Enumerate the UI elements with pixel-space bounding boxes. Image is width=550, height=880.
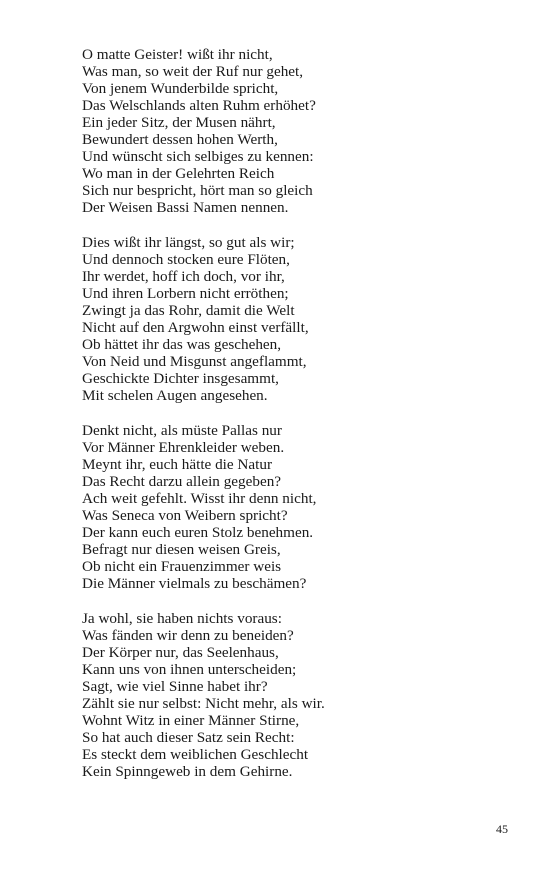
- stanza-3: [82, 422, 522, 592]
- poem-line: Mit schelen Augen angesehen.: [82, 387, 268, 404]
- poem-line: Sich nur bespricht, hört man so gleich: [82, 182, 313, 199]
- poem-body: [82, 46, 522, 798]
- poem-line: Der Weisen Bassi Namen nennen.: [82, 199, 289, 216]
- poem-line: Und ihren Lorbern nicht erröthen;: [82, 285, 289, 302]
- poem-line: Und dennoch stocken eure Flöten,: [82, 251, 290, 268]
- poem-line: Meynt ihr, euch hätte die Natur: [82, 456, 273, 473]
- poem-line: Ein jeder Sitz, der Musen nährt,: [82, 114, 276, 131]
- stanza-2: [82, 234, 522, 404]
- poem-line: Bewundert dessen hohen Werth,: [82, 131, 278, 148]
- poem-line: Kein Spinngeweb in dem Gehirne.: [82, 763, 293, 780]
- poem-line: So hat auch dieser Satz sein Recht:: [82, 729, 295, 746]
- page-number: 45: [496, 822, 508, 836]
- poem-line: Dies wißt ihr längst, so gut als wir;: [82, 234, 295, 251]
- poem-line: Es steckt dem weiblichen Geschlecht: [82, 746, 309, 763]
- poem-line: Denkt nicht, als müste Pallas nur: [82, 422, 282, 439]
- poem-line: Befragt nur diesen weisen Greis,: [82, 541, 281, 558]
- poem-line: O matte Geister! wißt ihr nicht,: [82, 46, 273, 63]
- poem-line: Von jenem Wunderbilde spricht,: [82, 80, 279, 97]
- poem-line: Wohnt Witz in einer Männer Stirne,: [82, 712, 300, 729]
- poem-line: Vor Männer Ehrenkleider weben.: [82, 439, 285, 456]
- poem-line: Ihr werdet, hoff ich doch, vor ihr,: [82, 268, 285, 285]
- poem-line: Ob nicht ein Frauenzimmer weis: [82, 558, 282, 575]
- poem-line: Was fänden wir denn zu beneiden?: [82, 627, 294, 644]
- poem-line: Das Welschlands alten Ruhm erhöhet?: [82, 97, 316, 114]
- poem-line: Zwingt ja das Rohr, damit die Welt: [82, 302, 295, 319]
- poem-line: Die Männer vielmals zu beschämen?: [82, 575, 307, 592]
- poem-line: Geschickte Dichter insgesammt,: [82, 370, 279, 387]
- stanza-4: [82, 610, 522, 780]
- poem-line: Was Seneca von Weibern spricht?: [82, 507, 288, 524]
- poem-line: Und wünscht sich selbiges zu kennen:: [82, 148, 314, 165]
- stanza-1: [82, 46, 522, 216]
- poem-line: Von Neid und Misgunst angeflammt,: [82, 353, 307, 370]
- poem-line: Der Körper nur, das Seelenhaus,: [82, 644, 279, 661]
- poem-line: Ob hättet ihr das was geschehen,: [82, 336, 282, 353]
- poem-line: Wo man in der Gelehrten Reich: [82, 165, 275, 182]
- poem-line: Der kann euch euren Stolz benehmen.: [82, 524, 314, 541]
- poem-line: Was man, so weit der Ruf nur gehet,: [82, 63, 304, 80]
- poem-line: Das Recht darzu allein gegeben?: [82, 473, 282, 490]
- poem-line: Nicht auf den Argwohn einst verfällt,: [82, 319, 309, 336]
- poem-line: Zählt sie nur selbst: Nicht mehr, als wir.: [82, 695, 325, 712]
- poem-line: Kann uns von ihnen unterscheiden;: [82, 661, 297, 678]
- poem-line: Ja wohl, sie haben nichts voraus:: [82, 610, 282, 627]
- poem-line: Ach weit gefehlt. Wisst ihr denn nicht,: [82, 490, 317, 507]
- poem-line: Sagt, wie viel Sinne habet ihr?: [82, 678, 268, 695]
